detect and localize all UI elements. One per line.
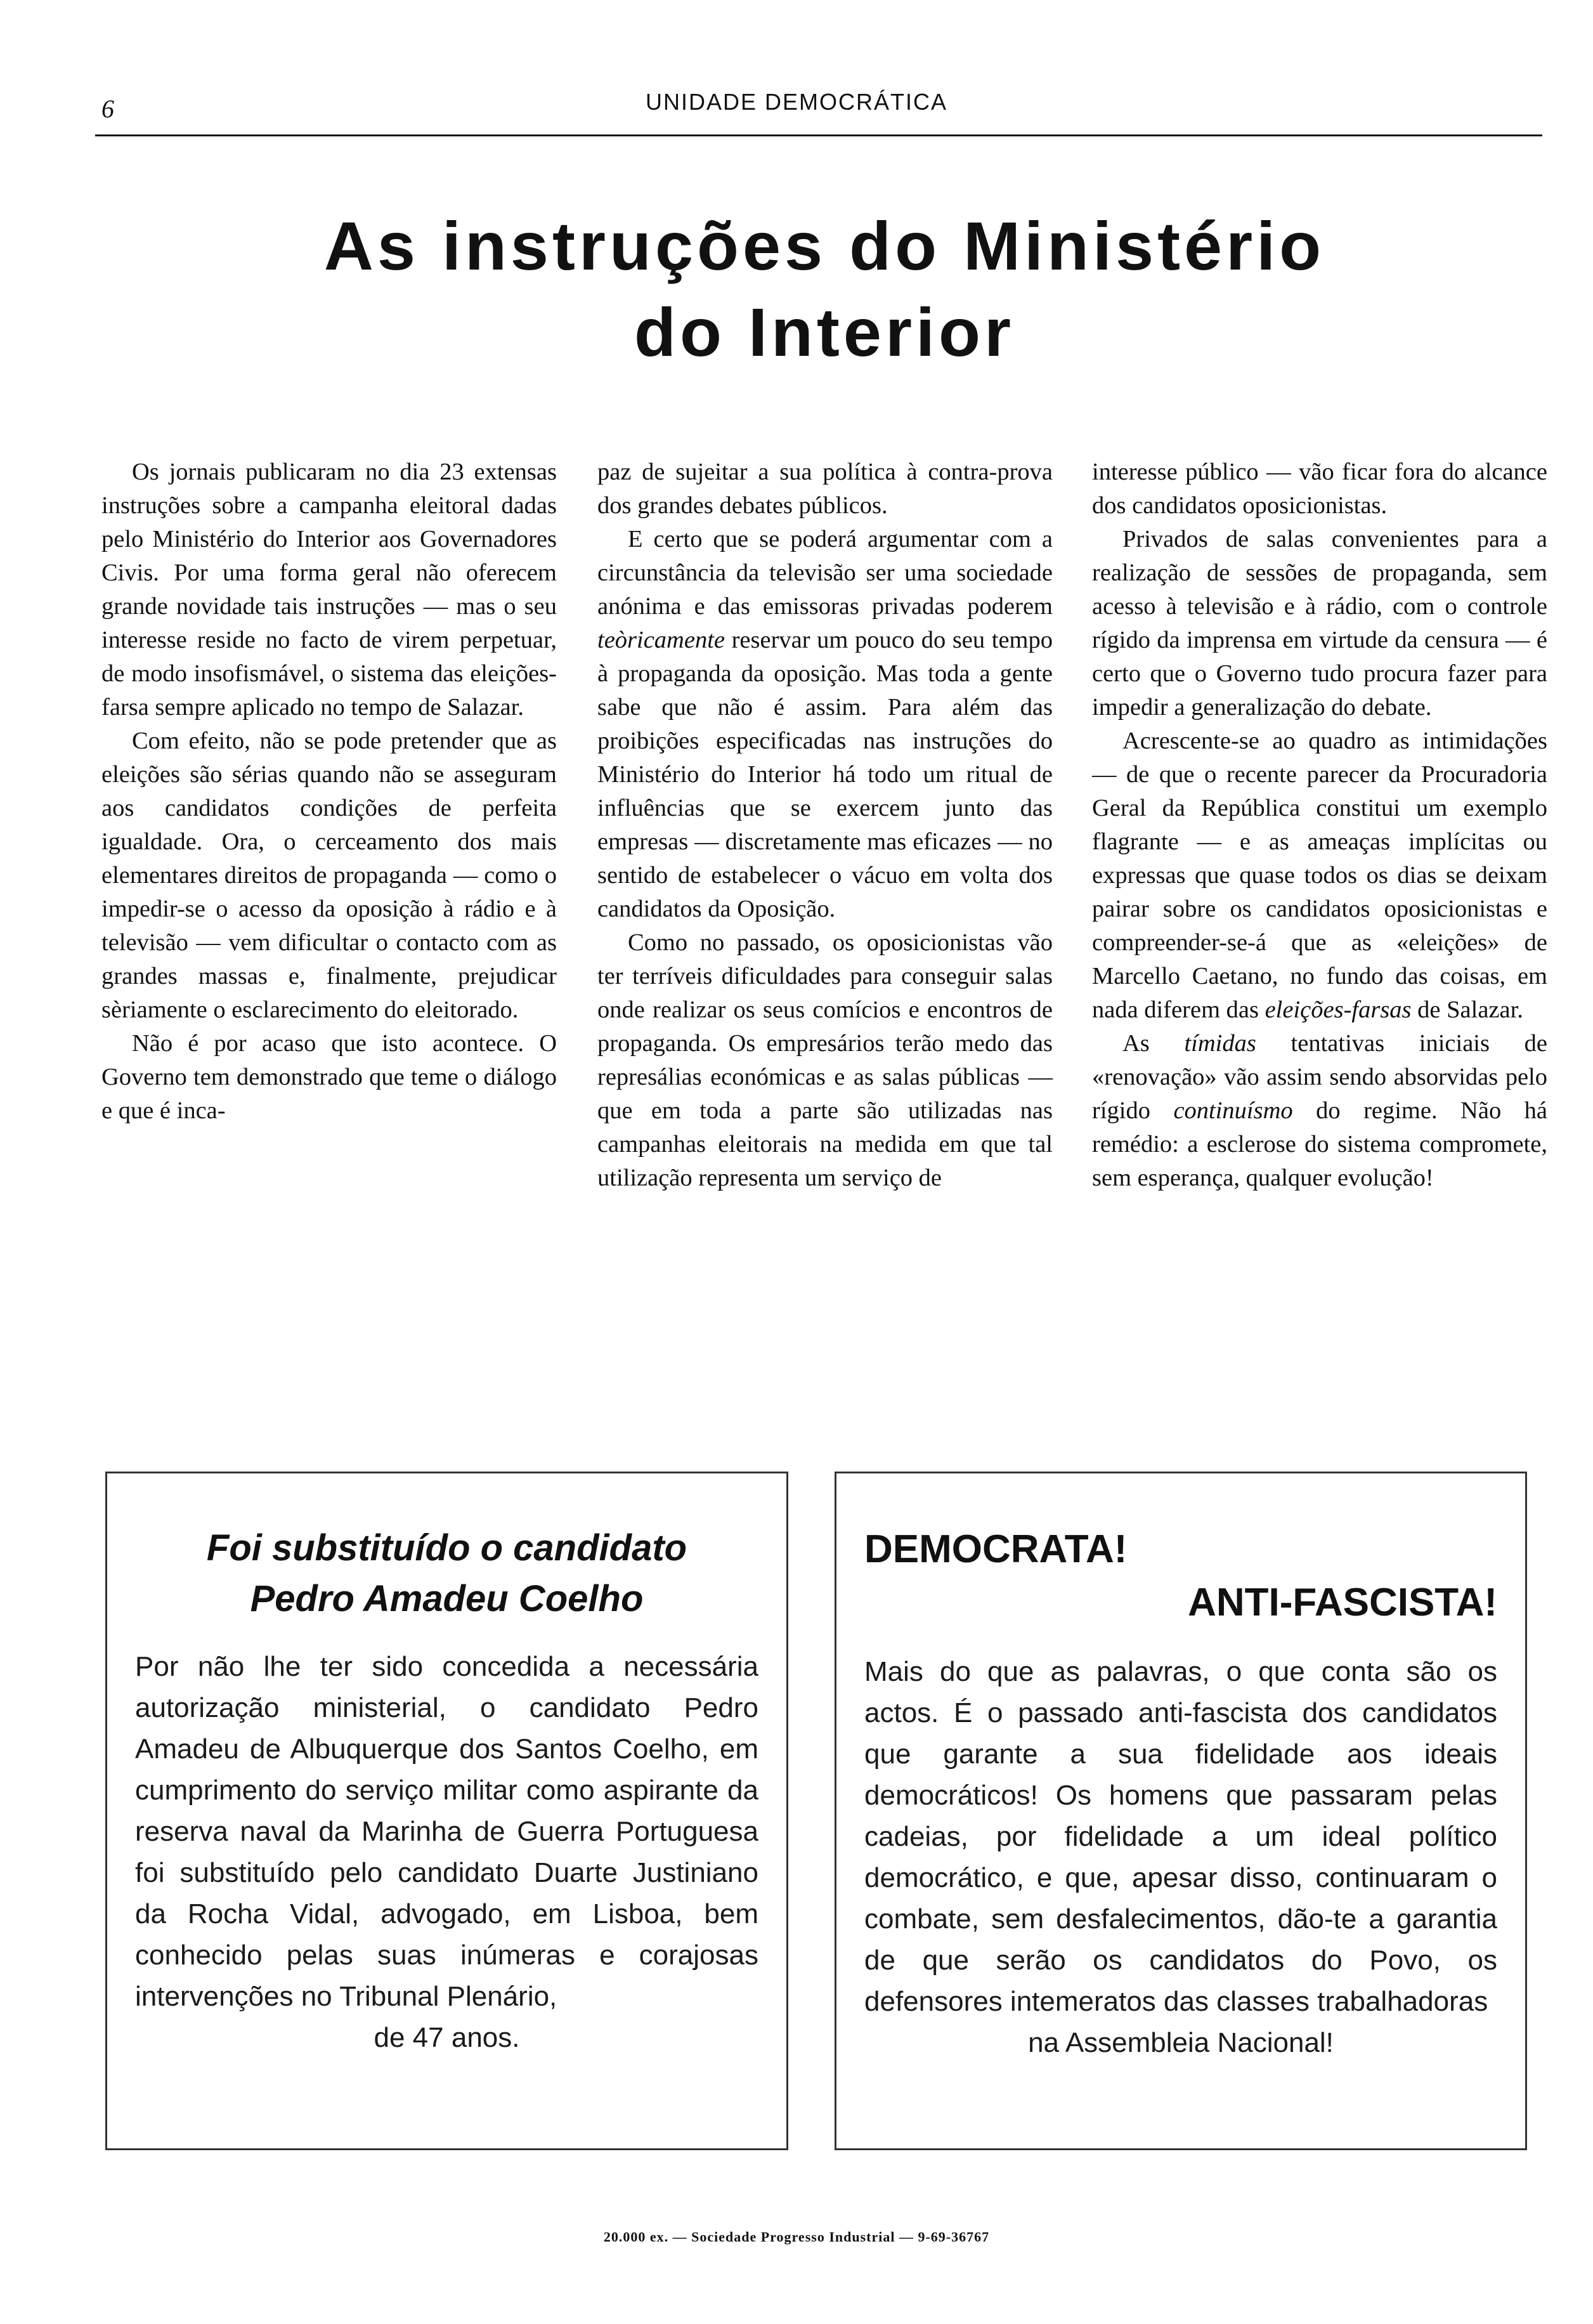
paragraph: paz de sujeitar a sua política à contra-prova dos grandes debates públicos. — [597, 459, 1053, 519]
candidate-substitution-box — [105, 1472, 788, 2150]
box-text-last-line: de 47 anos. — [374, 2022, 520, 2053]
box-title — [864, 1523, 1497, 1629]
article-title — [127, 203, 1522, 375]
article-column-3 — [1092, 455, 1547, 1195]
article-column-1 — [101, 455, 557, 1128]
header-rule — [95, 134, 1542, 136]
paragraph: Privados de salas convenientes para a realização de sessões de propaganda, sem acesso à televisão e à rádio, com o controle rígido da imprensa em virtude da censura — é certo que o Governo tudo procura fazer para impedir a generalização do debate. — [1092, 526, 1547, 721]
printer-imprint: 20.000 ex. — Sociedade Progresso Industrial — 9-69-36767 — [603, 2229, 990, 2245]
page-number: 6 — [101, 95, 114, 123]
paragraph: Não é por acaso que isto acontece. O Governo tem demonstrado que teme o diálogo e que é inca- — [101, 1030, 557, 1124]
paragraph: Os jornais publicaram no dia 23 extensas instruções sobre a campanha eleitoral dadas pelo Ministério do Interior aos Governadores Civis. Por uma forma geral não oferecem grande novidade tais instruções — mas o seu interesse reside no facto de virem perpetuar, de modo insofismável, o sistema das eleições-farsa sempre aplicado no tempo de Salazar. — [101, 459, 557, 721]
paragraph: Como no passado, os oposicionistas vão ter terríveis dificuldades para conseguir salas onde realizar os seus comícios e encontros de propaganda. Os empresários terão medo das represálias económicas e as salas públicas — que em toda a parte são utilizadas nas campanhas eleitorais na medida em que tal utilização representa um serviço de — [597, 929, 1053, 1191]
box-title-line1: Foi substituído o candidato — [206, 1527, 687, 1569]
paragraph: E certo que se poderá argumentar com a circunstância da televisão ser uma sociedade anónima e das emissoras privadas poderem teòricamente reservar um pouco do seu tempo à propaganda da oposição. Mas toda a gente sabe que não é assim. Para além das proibições especificadas nas instruções do Ministério do Interior há todo um ritual de influências que se exercem junto das empresas — discretamente mas eficazes — no sentido de estabelecer o vácuo em volta dos candidatos da Oposição. — [597, 526, 1053, 922]
box-title-line2: ANTI-FASCISTA! — [1188, 1581, 1497, 1624]
paragraph: interesse público — vão ficar fora do alcance dos candidatos oposicionistas. — [1092, 459, 1547, 519]
box-body — [864, 1651, 1497, 2063]
box-title-line1: DEMOCRATA! — [864, 1527, 1128, 1571]
democrat-antifascist-box — [835, 1472, 1527, 2150]
paragraph: Com efeito, não se pode pretender que as eleições são sérias quando não se asseguram aos candidatos condições de perfeita igualdade. Ora, o cerceamento dos mais elementares direitos de propaganda — como o impedir-se o acesso da oposição à rádio e à televisão — vem dificultar o contacto com as grandes massas e, finalmente, prejudicar sèriamente o esclarecimento do eleitorado. — [101, 728, 557, 1023]
box-body — [135, 1646, 758, 2058]
box-title-line2: Pedro Amadeu Coelho — [250, 1578, 644, 1619]
article-title-line2: do Interior — [634, 294, 1015, 370]
box-title — [135, 1523, 758, 1624]
running-title: UNIDADE DEMOCRÁTICA — [645, 89, 948, 115]
box-text: Mais do que as palavras, o que conta são os actos. É o passado anti-fascista dos candidatos que garante a sua fidelidade aos ideais democráticos! Os homens que passaram pelas cadeias, por fidelidade a um ideal político democrático, e que, apesar disso, continuaram o combate, sem desfalecimentos, dão-te a garantia de que serão os candidatos do Povo, os defensores intemeratos das classes trabalhadoras — [864, 1656, 1497, 2017]
article-body — [101, 455, 1547, 1432]
paragraph: As tímidas tentativas iniciais de «renovação» vão assim sendo absorvidas pelo rígido continuísmo do regime. Não há remédio: a esclerose do sistema compromete, sem esperança, qualquer evolução! — [1092, 1030, 1548, 1191]
paragraph: Acrescente-se ao quadro as intimidações — de que o recente parecer da Procuradoria Geral da República constitui um exemplo flagrante — e as ameaças implícitas ou expressas que quase todos os dias se deixam pairar sobre os candidatos oposicionistas e compreender-se-á que as «eleições» de Marcello Caetano, no fundo das coisas, em nada diferem das eleições-farsas de Salazar. — [1092, 728, 1547, 1023]
article-column-2 — [597, 455, 1053, 1195]
box-text: Por não lhe ter sido concedida a necessária autorização ministerial, o candidato Pedro Amadeu de Albuquerque dos Santos Coelho, em cumprimento do serviço militar como aspirante da reserva naval da Marinha de Guerra Portuguesa foi substituído pelo candidato Duarte Justiniano da Rocha Vidal, advogado, em Lisboa, bem conhecido pelas suas inúmeras e corajosas intervenções no Tribunal Plenário, — [135, 1651, 758, 2012]
box-text-last-line: na Assembleia Nacional! — [1028, 2027, 1334, 2058]
article-title-line1: As instruções do Ministério — [323, 207, 1325, 284]
